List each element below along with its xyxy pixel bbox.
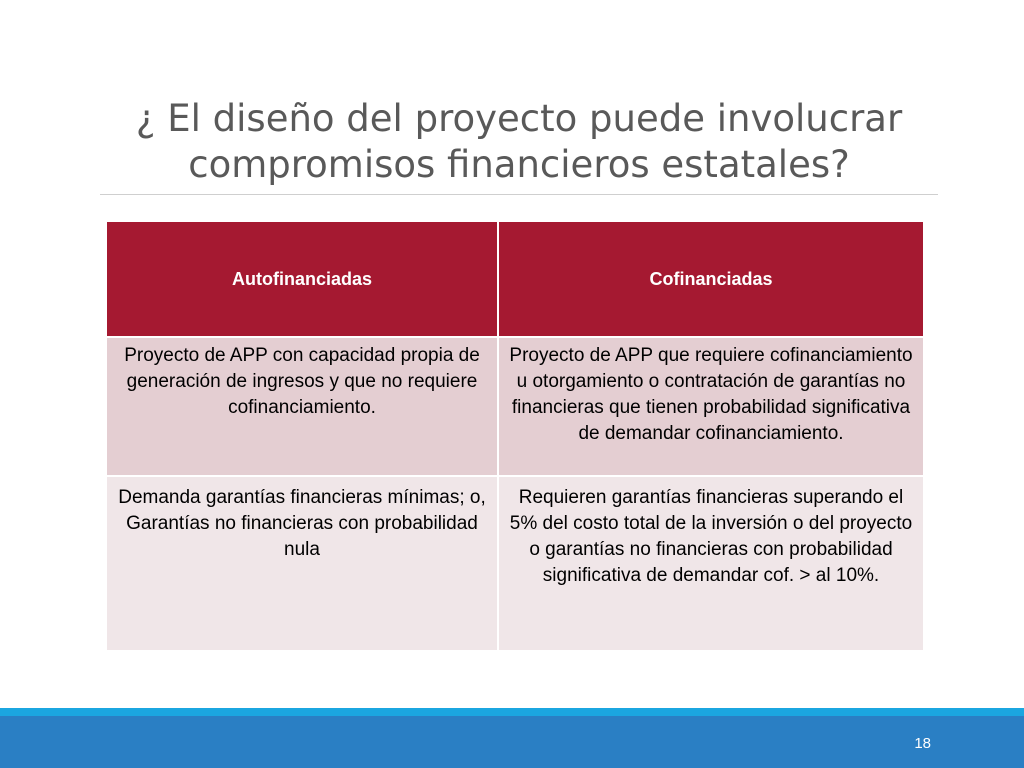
comparison-table bbox=[107, 222, 923, 650]
table-cell-r2-c1-line1: Demanda garantías financieras mínimas; o, bbox=[118, 487, 486, 508]
table-cell-r2-c2: Requieren garantías financieras superando el 5% del costo total de la inversión o del proyecto o garantías no financieras con probabilidad significativa de demandar cof. > al 10%. bbox=[499, 477, 923, 650]
page-number: 18 bbox=[914, 735, 931, 752]
table-header-cofinanciadas: Cofinanciadas bbox=[499, 222, 923, 336]
table-cell-r1-c1: Proyecto de APP con capacidad propia de generación de ingresos y que no requiere cofinanciamiento. bbox=[107, 338, 497, 475]
table-cell-r2-c1-line2: Garantías no financieras con probabilidad nula bbox=[126, 513, 478, 560]
table-cell-r1-c2: Proyecto de APP que requiere cofinanciamiento u otorgamiento o contratación de garantías no financieras que tienen probabilidad significativa de demandar cofinanciamiento. bbox=[499, 338, 923, 475]
footer-accent-band bbox=[0, 708, 1024, 716]
footer-bar bbox=[0, 716, 1024, 768]
table-header-autofinanciadas: Autofinanciadas bbox=[107, 222, 497, 336]
title-divider bbox=[100, 194, 938, 195]
table-cell-r2-c1 bbox=[107, 477, 497, 650]
slide-title: ¿ El diseño del proyecto puede involucrar compromisos financieros estatales? bbox=[135, 97, 903, 186]
